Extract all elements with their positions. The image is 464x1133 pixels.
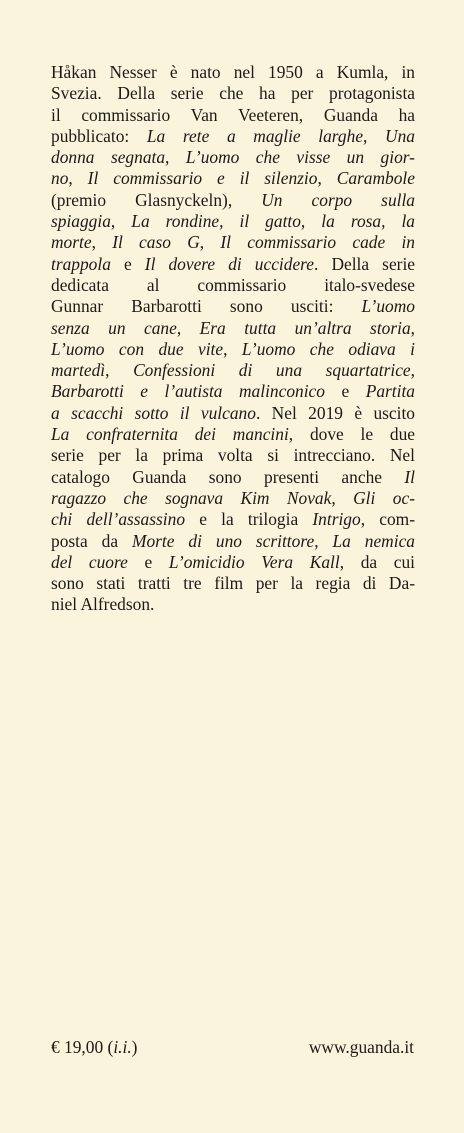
body-text: . Nel 2019 è uscito [255,402,415,423]
title-text: Confessioni di una squartatrice [133,360,411,381]
body-text: , [199,232,221,253]
body-text: , [317,168,337,189]
body-text: , [410,360,415,381]
title-text: a scacchi sotto il vulcano [51,402,256,423]
title-text: Partita [365,381,415,402]
body-text: il commissario Van Veeteren, Guanda ha [51,104,415,125]
biography-line [51,232,415,253]
body-text: serie per la prima volta si intrecciano. Nel [51,445,415,466]
body-text: , da cui [339,551,416,572]
body-text: e [324,381,366,402]
title-text: Il caso G [112,232,200,253]
biography-line [51,318,415,339]
biography-line [51,403,415,424]
title-text: La nemica [332,530,415,551]
biography-line [51,339,415,360]
biography-line [51,594,415,615]
biography-line [51,488,415,509]
title-text: no [51,168,69,189]
price-label [51,1037,137,1058]
title-text: ragazzo che sognava Kim Novak [51,487,332,508]
body-text: posta da [51,530,132,551]
body-text: , [223,338,242,359]
price-prefix: € 19,00 ( [51,1037,114,1057]
body-text: , [110,211,132,232]
body-text: , [68,168,88,189]
publisher-website: www.guanda.it [308,1037,414,1057]
biography-line [51,211,415,232]
title-text: Carambole [336,168,415,189]
author-biography [51,62,415,616]
body-text: , dove le due [288,424,415,445]
body-text: dedicata al commissario italo-svedese [51,274,415,295]
title-text: martedì [51,360,106,381]
title-text: Una [385,125,415,146]
title-text: Era tutta un’altra storia [199,317,411,338]
body-text: catalogo Guanda sono presenti anche [51,466,405,487]
title-text: morte [51,232,92,253]
biography-line [51,190,415,211]
biography-line [51,509,415,530]
title-text: Gli oc- [353,487,415,508]
title-text: trappola [51,253,111,274]
body-text: Gunnar Barbarotti sono usciti: [51,296,362,317]
price-suffix: ) [131,1037,138,1057]
body-text: (premio Glasnyckeln), [51,189,262,210]
biography-line [51,147,415,168]
title-text: senza un cane [51,317,177,338]
biography-line [51,573,415,594]
body-text: Svezia. Della serie che ha per protagonista [51,83,415,104]
body-text: , [165,147,186,168]
body-text: Håkan Nesser è nato nel 1950 a Kumla, in [51,62,415,82]
body-text: sono stati tratti tre film per la regia di Da- [51,573,415,594]
biography-line [51,62,415,83]
title-text: Il dovere di uccidere [144,253,315,274]
body-text: e [127,551,169,572]
title-text: Morte di uno scrittore [131,530,315,551]
title-text: L’uomo che odiava i [241,338,415,359]
body-text: , [176,317,200,338]
biography-line [51,126,415,147]
title-text: L’uomo con due vite [51,338,224,359]
body-text: niel Alfredson. [51,594,155,615]
biography-line [51,275,415,296]
biography-line [51,105,415,126]
title-text: L’omicidio Vera Kall [168,551,340,572]
body-text: , [105,360,134,381]
biography-line [51,296,415,317]
title-text: chi dell’assassino [51,509,186,530]
body-text: . Della serie [314,253,415,274]
title-text: Il [404,466,415,487]
body-text: , com- [360,509,415,530]
body-text: , [363,125,386,146]
biography-line [51,445,415,466]
title-text: Il commissario e il silenzio [87,168,318,189]
biography-line [51,552,415,573]
title-text: Intrigo [312,509,361,530]
title-text: Un corpo sulla [261,189,415,210]
title-text: L’uomo che visse un gior- [185,147,415,168]
body-text: , [331,487,354,508]
body-text: , [314,530,333,551]
biography-line [51,467,415,488]
title-text: La confraternita dei mancini [51,424,289,445]
body-text: e la trilogia [185,509,313,530]
title-text: Il commissario cade in [220,232,415,253]
body-text: , [91,232,113,253]
biography-line [51,83,415,104]
body-text: pubblicato: [51,125,147,146]
biography-line [51,360,415,381]
title-text: donna segnata [51,147,166,168]
title-text: L’uomo [361,296,415,317]
title-text: del cuore [51,551,128,572]
title-text: La rondine, il gatto, la rosa, la [131,211,415,232]
body-text: e [110,253,145,274]
title-text: spiaggia [51,211,111,232]
biography-line [51,381,415,402]
biography-line [51,424,415,445]
title-text: La rete a maglie larghe [146,125,364,146]
biography-line [51,168,415,189]
biography-line [51,531,415,552]
biography-line [51,254,415,275]
price-note: i.i. [113,1037,132,1057]
title-text: Barbarotti e l’autista malinconico [51,381,325,402]
body-text: , [410,317,416,338]
